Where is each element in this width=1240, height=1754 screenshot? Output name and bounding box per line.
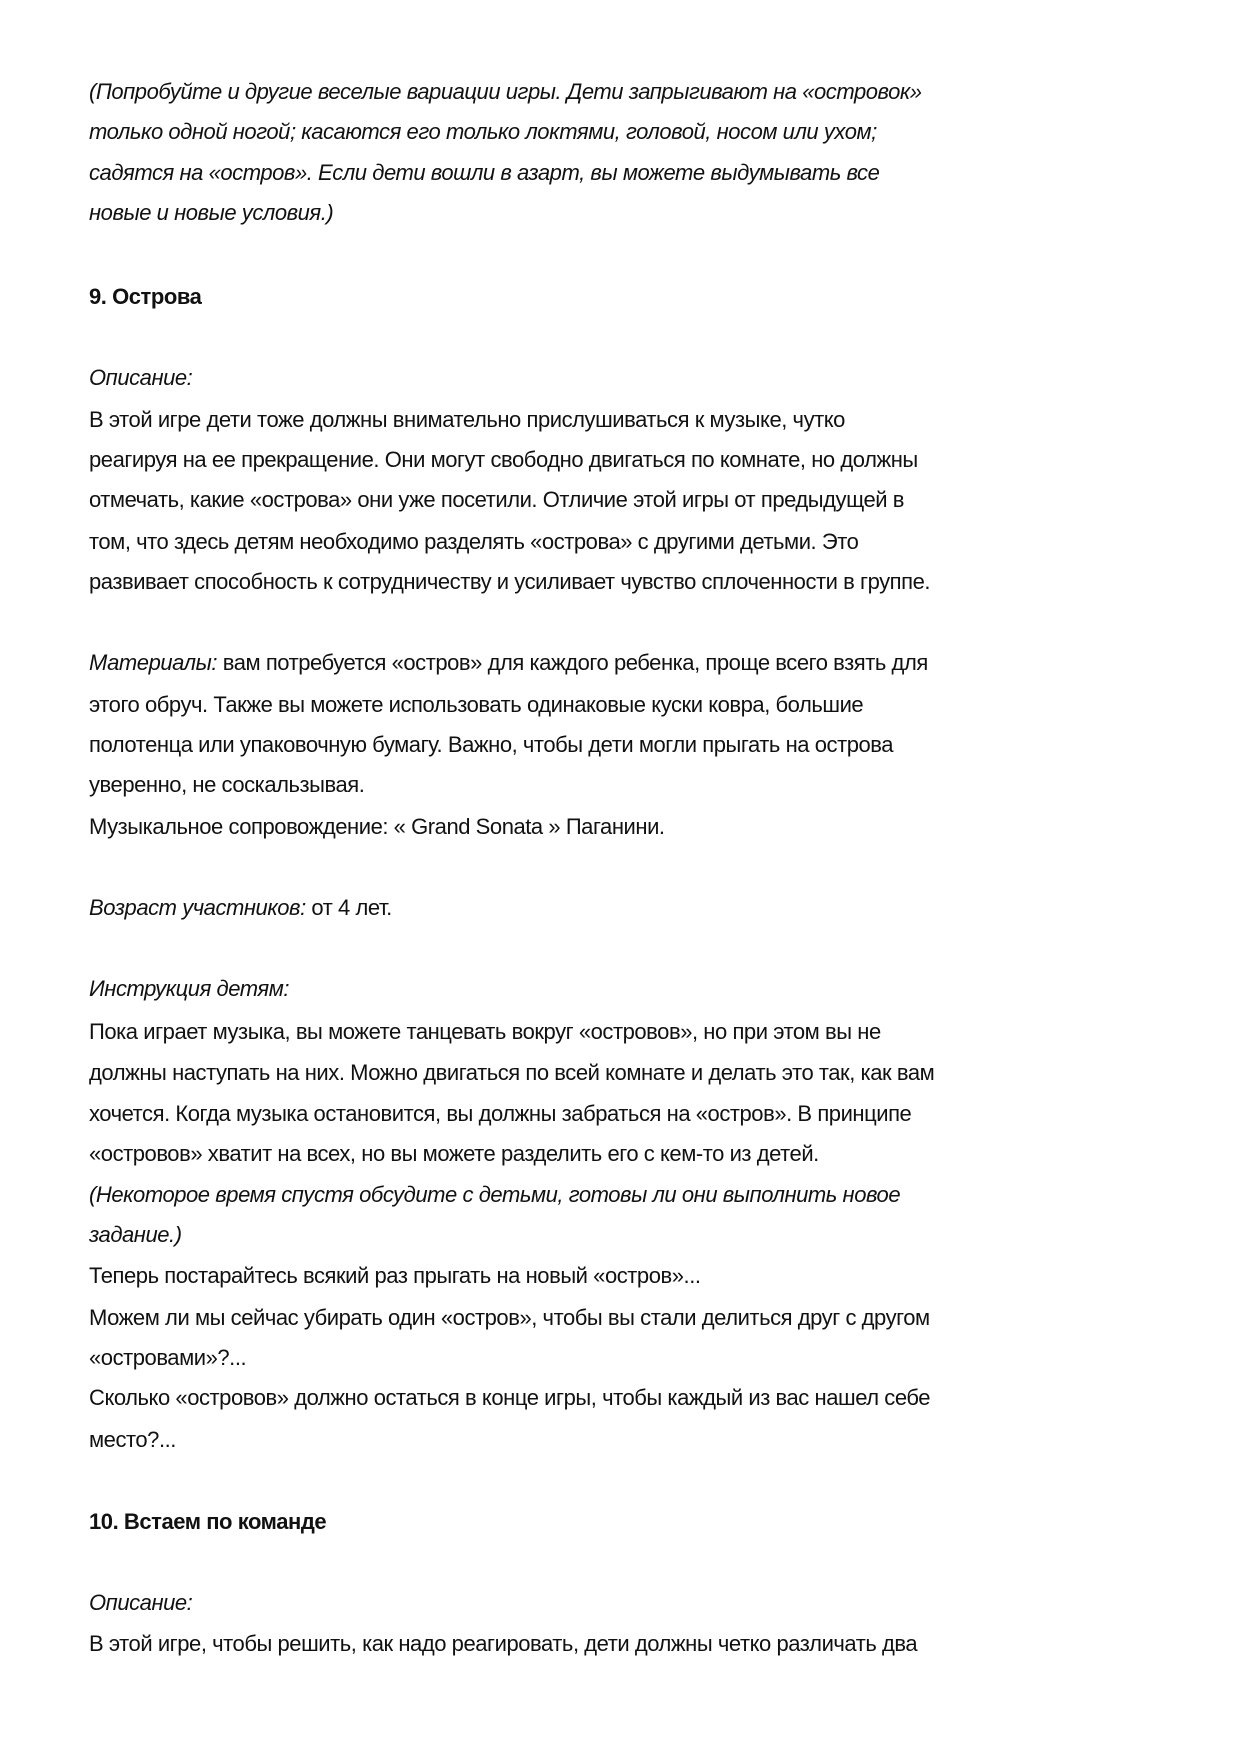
text: должны наступать на них. Можно двигаться по всей комнате и делать это так, как вам — [89, 1060, 935, 1086]
text-line — [89, 1344, 246, 1372]
text: реагируя на ее прекращение. Они могут свободно двигаться по комнате, но должны — [89, 447, 918, 473]
italic-text: Описание: — [89, 364, 193, 390]
text-line — [89, 1059, 934, 1087]
text-line — [89, 649, 928, 677]
text: Сколько «островов» должно остаться в конце игры, чтобы каждый из вас нашел себе — [89, 1385, 931, 1411]
text-line — [89, 894, 392, 922]
text-line — [89, 1100, 911, 1128]
text-line — [89, 364, 192, 392]
italic-text: садятся на «остров». Если дети вошли в азарт, вы можете выдумывать все — [89, 160, 880, 186]
section-heading — [89, 1508, 326, 1536]
text-line — [89, 446, 918, 474]
text: Пока играет музыка, вы можете танцевать вокруг «островов», но при этом вы не — [89, 1019, 881, 1045]
text-line — [89, 406, 845, 434]
text: отмечать, какие «острова» они уже посетили. Отличие этой игры от предыдущей в — [89, 487, 905, 513]
text-line — [89, 813, 665, 841]
text-line — [89, 1384, 930, 1412]
text: этого обруч. Также вы можете использовать одинаковые куски ковра, большие — [89, 691, 864, 717]
text-line — [89, 1589, 192, 1617]
italic-text: новые и новые условия.) — [89, 200, 334, 226]
text-line — [89, 199, 333, 227]
text: «островами»?... — [89, 1345, 247, 1371]
text: В этой игре, чтобы решить, как надо реагировать, дети должны четко различать два — [89, 1631, 918, 1657]
text-line — [89, 1018, 881, 1046]
text-line — [89, 1181, 900, 1209]
text-line — [89, 771, 364, 799]
section-heading — [89, 283, 201, 311]
text-line — [89, 975, 289, 1003]
text-line — [89, 1221, 182, 1249]
text-line — [89, 1262, 701, 1290]
italic-text: (Некоторое время спустя обсудите с детьми, готовы ли они выполнить новое — [89, 1182, 901, 1208]
heading-text: 9. Острова — [89, 284, 202, 310]
text-line — [89, 568, 930, 596]
text: «островов» хватит на всех, но вы можете разделить его с кем-то из детей. — [89, 1140, 819, 1166]
italic-text: Возраст участников: — [89, 895, 306, 921]
text: хочется. Когда музыка остановится, вы должны забраться на «остров». В принципе — [89, 1100, 912, 1126]
italic-text: Материалы: — [89, 650, 218, 676]
text: Музыкальное сопровождение: « Grand Sonata » Паганини. — [89, 813, 665, 839]
text: уверенно, не соскальзывая. — [89, 772, 365, 798]
text-line — [89, 1630, 917, 1658]
text: В этой игре дети тоже должны внимательно прислушиваться к музыке, чутко — [89, 406, 845, 432]
italic-text: задание.) — [89, 1222, 182, 1248]
text-line — [89, 528, 858, 556]
text: Теперь постарайтесь всякий раз прыгать на новый «остров»... — [89, 1262, 701, 1288]
italic-text: только одной ногой; касаются его только локтями, головой, носом или ухом; — [89, 118, 877, 144]
text: от 4 лет. — [305, 895, 392, 921]
text-line — [89, 1426, 176, 1454]
text-line — [89, 486, 904, 514]
text-line — [89, 78, 922, 106]
text: полотенца или упаковочную бумагу. Важно, чтобы дети могли прыгать на острова — [89, 732, 894, 758]
text-line — [89, 1304, 930, 1332]
text-line — [89, 731, 893, 759]
italic-text: Описание: — [89, 1589, 193, 1615]
italic-text: (Попробуйте и другие веселые вариации игры. Дети запрыгивают на «островок» — [89, 78, 922, 104]
text-line — [89, 118, 877, 146]
text: вам потребуется «остров» для каждого ребенка, проще всего взять для — [217, 650, 928, 676]
text: Можем ли мы сейчас убирать один «остров», чтобы вы стали делиться друг с другом — [89, 1305, 930, 1331]
text: место?... — [89, 1426, 176, 1452]
text-line — [89, 1140, 819, 1168]
text-line — [89, 691, 863, 719]
text-line — [89, 159, 879, 187]
italic-text: Инструкция детям: — [89, 975, 290, 1001]
heading-text: 10. Встаем по команде — [89, 1509, 327, 1535]
text: том, что здесь детям необходимо разделять «острова» с другими детьми. Это — [89, 528, 859, 554]
text: развивает способность к сотрудничеству и усиливает чувство сплоченности в группе. — [89, 568, 931, 594]
